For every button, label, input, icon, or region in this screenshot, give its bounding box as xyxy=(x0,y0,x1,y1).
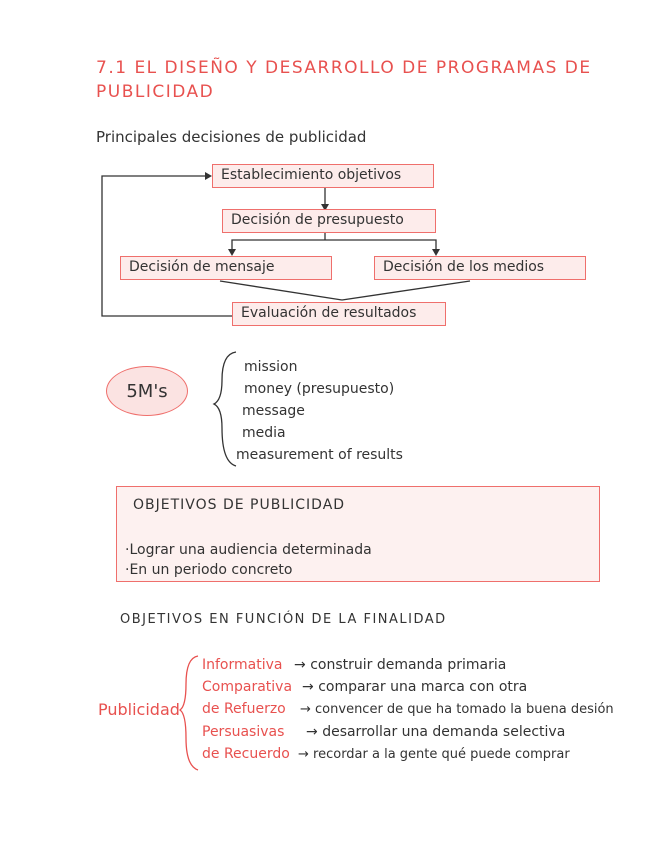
finalidad-desc: convencer de que ha tomado la buena desión xyxy=(315,702,614,717)
finalidad-row xyxy=(202,698,614,721)
publicidad-brace xyxy=(180,656,198,770)
finalidad-type: de Recuerdo xyxy=(202,746,290,762)
arrow-head-step3b xyxy=(432,249,440,256)
5ms-item-money: money (presupuesto) xyxy=(244,381,395,397)
section-subtitle: Principales decisiones de publicidad xyxy=(96,128,367,146)
objetivos-item-1: ·Lograr una audiencia determinada xyxy=(125,542,372,558)
objetivos-box xyxy=(116,486,600,582)
5ms-list xyxy=(236,356,403,466)
arrow-icon: → xyxy=(300,702,316,717)
finalidad-type: Comparativa xyxy=(202,679,293,695)
finalidad-heading: OBJETIVOS EN FUNCIÓN DE LA FINALIDAD xyxy=(120,612,447,627)
finalidad-type: Persuasivas xyxy=(202,724,285,740)
finalidad-row xyxy=(202,654,614,676)
title-line-1: 7.1 EL DISEÑO Y DESARROLLO DE PROGRAMAS DE xyxy=(96,58,592,78)
5ms-item-mission: mission xyxy=(244,359,298,375)
5ms-item-measurement: measurement of results xyxy=(236,447,403,463)
feedback-arrow-head xyxy=(205,172,212,180)
split-line xyxy=(232,240,436,252)
arrow-icon: → xyxy=(294,657,311,673)
flow-step-mensaje: Decisión de mensaje xyxy=(120,256,332,280)
feedback-loop-line xyxy=(102,176,232,316)
arrow-icon: → xyxy=(306,724,323,740)
finalidad-list xyxy=(202,654,614,766)
merge-left xyxy=(220,281,342,300)
finalidad-desc: comparar una marca con otra xyxy=(318,679,528,695)
flow-step-evaluacion: Evaluación de resultados xyxy=(232,302,446,326)
flow-step-objetivos: Establecimiento objetivos xyxy=(212,164,434,188)
flow-step-presupuesto: Decisión de presupuesto xyxy=(222,209,436,233)
finalidad-type: de Refuerzo xyxy=(202,701,286,717)
title-line-2: PUBLICIDAD xyxy=(96,82,215,102)
publicidad-label: Publicidad xyxy=(98,700,180,719)
arrow-icon: → xyxy=(302,679,319,695)
5ms-item-media: media xyxy=(242,425,286,441)
objetivos-item-2: ·En un periodo concreto xyxy=(125,562,293,578)
finalidad-row xyxy=(202,743,614,766)
finalidad-row xyxy=(202,721,614,743)
flow-step-medios: Decisión de los medios xyxy=(374,256,586,280)
finalidad-desc: desarrollar una demanda selectiva xyxy=(322,724,566,740)
finalidad-type: Informativa xyxy=(202,657,283,673)
5ms-brace xyxy=(214,352,236,466)
finalidad-desc: recordar a la gente qué puede comprar xyxy=(313,747,570,762)
arrow-head-step3a xyxy=(228,249,236,256)
objetivos-heading: OBJETIVOS DE PUBLICIDAD xyxy=(133,497,346,513)
finalidad-row xyxy=(202,676,614,698)
arrow-icon: → xyxy=(298,747,314,762)
finalidad-desc: construir demanda primaria xyxy=(310,657,507,673)
merge-right xyxy=(342,281,470,300)
5ms-item-message: message xyxy=(242,403,305,419)
5ms-label: 5M's xyxy=(106,366,188,416)
